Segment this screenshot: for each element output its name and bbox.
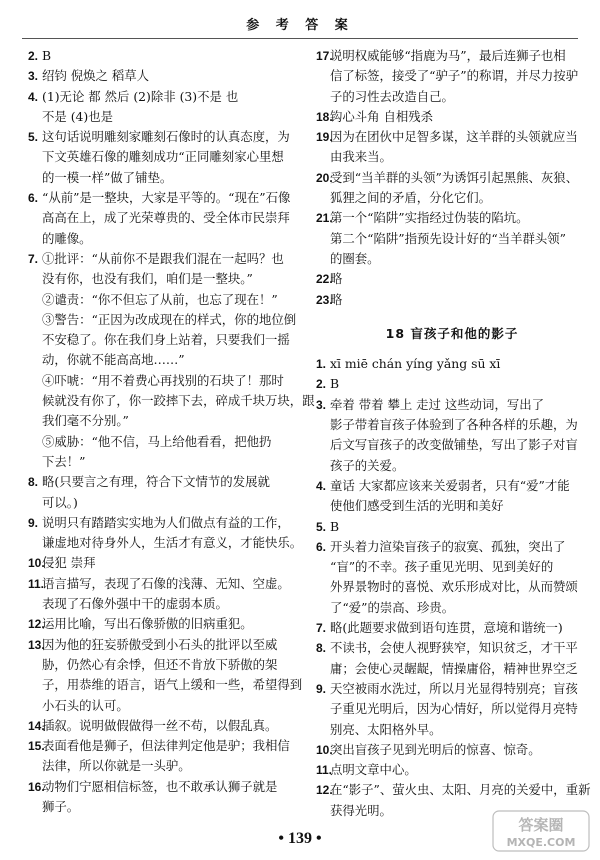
answer-text-line: “从前”是一整块，大家是平等的。“现在”石像 <box>42 190 291 206</box>
answer-text-line: 第一个“陷阱”实指经过伪装的陷坑。 <box>330 210 529 226</box>
answer-text-line: 的雕像。 <box>42 230 92 246</box>
answer-number: 5. <box>316 519 327 534</box>
page-header <box>0 0 600 40</box>
right-column <box>316 46 591 821</box>
answer-text-line: 略 <box>330 291 343 307</box>
answer-item <box>28 188 300 249</box>
answer-number: 9. <box>28 515 39 530</box>
answer-item <box>316 269 588 289</box>
answer-number: 7. <box>28 251 39 266</box>
answer-text-line: 庸；会使心灵龌龊，情操庸俗，精神世界空乏 <box>330 660 578 676</box>
answer-text-line: 我们毫不分别。” <box>42 413 129 429</box>
answer-text-line: 略(只要言之有理，符合下文情节的发展就 <box>42 474 270 490</box>
answer-number: 19. <box>316 130 333 145</box>
answer-item <box>316 740 588 760</box>
answer-text-line: 因为他的狂妄骄傲受到小石头的批评以至威 <box>42 636 278 652</box>
answer-text-line: 说明只有踏踏实实地为人们做点有益的工作， <box>42 514 290 530</box>
answer-item <box>316 127 588 168</box>
answer-text-line: 获得光明。 <box>330 802 392 818</box>
answer-text-line: 不安稳了。你在我们身上站着，只要我们一摇 <box>42 332 290 348</box>
answer-text-line: 法律，所以你就是一头驴。 <box>42 758 191 774</box>
answer-text-line: 后文写盲孩子的改变做铺垫，写出了影子对盲 <box>330 437 578 453</box>
answer-item <box>28 87 300 128</box>
answer-number: 14. <box>28 718 45 733</box>
answer-text-line: 了“爱”的崇高、珍贵。 <box>330 599 455 615</box>
answer-number: 18. <box>316 109 333 124</box>
answer-item <box>316 46 588 107</box>
answer-number: 9. <box>316 681 327 696</box>
answer-item <box>316 107 588 127</box>
answer-text-line: 牵着 带着 攀上 走过 这些动词，写出了 <box>330 396 545 412</box>
answer-item <box>316 638 588 679</box>
answer-number: 8. <box>316 641 327 656</box>
answer-text-line: 影子带着盲孩子体验到了各种各样的乐趣，为 <box>330 417 578 433</box>
answer-item <box>28 249 315 472</box>
answer-text-line: 略(此题要求做到语句连贯，意境和谐统一) <box>330 620 563 636</box>
answer-text-line: 候就没有你了，你一跤摔下去，碎成千块万块，跟 <box>42 393 315 409</box>
header-rule <box>22 38 578 39</box>
answer-text-line: 外界景物时的喜悦、欢乐形成对比，从而赞颂 <box>330 579 578 595</box>
answer-item <box>28 46 300 66</box>
answer-text-line: B <box>330 518 340 534</box>
answer-text-line: 童话 大家都应该来关爱弱者，只有“爱”才能 <box>330 477 570 493</box>
answer-item <box>316 618 588 638</box>
answer-item <box>28 635 303 716</box>
answer-text-line: (1)无论 都 然后 (2)除非 (3)不是 也 <box>42 88 239 104</box>
answer-text-line: 语言描写，表现了石像的浅薄、无知、空虚。 <box>42 575 290 591</box>
answer-text-line: 第二个“陷阱”指预先设计好的“当羊群头领” <box>330 230 566 246</box>
answer-item <box>28 472 300 513</box>
answer-text-line: 下去！” <box>42 453 86 469</box>
answer-text-line: 信了标签，接受了“驴子”的称谓，并尽力按驴 <box>330 68 579 84</box>
answer-number: 7. <box>316 621 327 636</box>
answer-text-line: 不是 (4)也是 <box>42 108 114 124</box>
answer-text-line: “盲”的不幸。孩子重见光明、见到美好的 <box>330 559 554 575</box>
answer-number: 4. <box>28 89 39 104</box>
answer-text-line: 在“影子”、萤火虫、太阳、月亮的关爱中，重新 <box>330 782 591 798</box>
section-title: 18 盲孩子和他的影子 <box>385 325 519 341</box>
answer-text-line: ②谴责：“你不但忘了从前，也忘了现在！” <box>42 291 278 307</box>
answer-number: 4. <box>316 478 327 493</box>
answer-text-line: 小石头的认可。 <box>42 697 129 713</box>
answer-text-line: 别亮、太阳格外早。 <box>330 721 442 737</box>
answer-text-line: 因为在团伙中足智多谋，这羊群的头领就应当 <box>330 129 578 145</box>
answer-number: 6. <box>28 191 39 206</box>
answer-text-line: B <box>42 48 52 63</box>
answer-item <box>28 736 300 777</box>
answer-number: 3. <box>316 397 327 412</box>
answer-number: 1. <box>316 357 327 372</box>
answer-number: 13. <box>28 637 45 652</box>
answer-text-line: 表面看他是狮子，但法律判定他是驴；我相信 <box>42 738 290 754</box>
answer-text-line: 动，你就不能高高地……” <box>42 352 185 368</box>
answer-text-line: 插叙。说明做假做得一丝不苟，以假乱真。 <box>42 717 278 733</box>
answer-text-line: 侵犯 崇拜 <box>42 555 96 571</box>
answer-item <box>28 574 300 615</box>
answer-item <box>316 354 588 374</box>
answer-text-line: ⑤威胁：“他不信，马上给他看看，把他扔 <box>42 433 272 449</box>
answer-text-line: 下文英雄石像的雕刻成功“正同雕刻家心里想 <box>42 149 284 165</box>
watermark-logo <box>492 810 590 852</box>
answer-number: 15. <box>28 739 45 754</box>
page-number: • 139 • <box>278 830 322 847</box>
answer-item <box>316 679 588 740</box>
answer-text-line: 表现了石像外强中干的虚弱本质。 <box>42 596 228 612</box>
answer-text-line: 略 <box>330 271 343 287</box>
answer-item <box>28 127 300 188</box>
answer-text-line: 子的习性去改造自己。 <box>330 88 454 104</box>
answer-item <box>28 614 300 634</box>
answer-number: 22. <box>316 272 333 287</box>
answer-item <box>316 290 588 310</box>
answer-text-line: 高高在上，成了光荣尊贵的、受全体市民崇拜 <box>42 210 290 226</box>
answer-item <box>28 553 300 573</box>
answer-number: 10. <box>316 742 333 757</box>
answer-item <box>316 537 588 618</box>
answer-text-line: 的圈套。 <box>330 250 380 266</box>
answer-text-line: 不读书，会使人视野狭窄，知识贫乏，才干平 <box>330 640 578 656</box>
answer-text-line: B <box>330 376 340 392</box>
answer-item <box>28 513 303 554</box>
answer-text-line: 开头着力渲染盲孩子的寂寞、孤独，突出了 <box>330 538 566 554</box>
answer-item <box>316 374 588 394</box>
answer-text-line: 受到“当羊群的头领”为诱饵引起黑熊、灰狼、 <box>330 169 579 185</box>
answer-text-line: 狐狸之间的矛盾，分化它们。 <box>330 190 492 206</box>
answer-number: 16. <box>28 779 45 794</box>
answer-text-line: ①批评：“从前你不是跟我们混在一起吗？也 <box>42 250 284 266</box>
answer-item <box>316 760 588 780</box>
answer-text-line: 点明文章中心。 <box>330 762 417 778</box>
answer-number: 6. <box>316 539 327 554</box>
answer-number: 10. <box>28 556 45 571</box>
left-column <box>28 46 315 817</box>
answer-text-line: 绍钧 倪焕之 稻草人 <box>42 68 150 84</box>
answer-number: 8. <box>28 475 39 490</box>
answer-text-line: 这句话说明雕刻家雕刻石像时的认真态度，为 <box>42 129 290 145</box>
answer-text-line: 突出盲孩子见到光明后的惊喜、惊奇。 <box>330 741 541 757</box>
answer-text-line: 钩心斗角 自相残杀 <box>330 108 434 124</box>
answer-item <box>316 208 588 269</box>
answer-text-line: 谦虚地对待身外人，生活才有意义，才能快乐。 <box>42 535 303 551</box>
answer-text-line: 狮子。 <box>42 798 80 814</box>
right-answers-list <box>316 46 588 310</box>
answer-number: 2. <box>28 49 39 63</box>
answer-number: 12. <box>316 783 333 798</box>
answer-number: 3. <box>28 69 39 84</box>
answer-text-line: 使他们感受到生活的光明和美好 <box>330 498 504 514</box>
answer-item <box>316 168 588 209</box>
answer-text-line: 动物们宁愿相信标签，也不敢承认狮子就是 <box>42 778 278 794</box>
answer-number: 11. <box>316 763 333 778</box>
answer-text-line: 子，用恭维的语言，语气上缓和一些，希望得到 <box>42 677 303 693</box>
svg-text:MXQE.COM: MXQE.COM <box>506 836 576 849</box>
answer-text-line: 的一模一样”做了铺垫。 <box>42 169 173 185</box>
answer-text-line: ④吓唬：“用不着费心再找别的石块了！那时 <box>42 372 284 388</box>
answer-number: 20. <box>316 170 333 185</box>
answer-number: 23. <box>316 292 333 307</box>
answer-number: 21. <box>316 211 333 226</box>
answer-text-line: ③警告：“正因为改成现在的样式，你的地位倒 <box>42 311 297 327</box>
answer-text-line: 说明权威能够“指鹿为马”，最后连狮子也相 <box>330 48 566 63</box>
answer-text-line: 天空被雨水洗过，所以月光显得特别亮；盲孩 <box>330 680 578 696</box>
answer-item <box>316 517 588 537</box>
answer-text-line: xī miē chán yíng yǎng sū xī <box>330 356 501 372</box>
header-title: 参 考 答 案 <box>246 18 354 33</box>
answer-number: 12. <box>28 617 45 632</box>
answer-text-line: 孩子的关爱。 <box>330 457 405 473</box>
answer-number: 17. <box>316 49 333 63</box>
answer-item <box>316 395 588 476</box>
section-answers-list <box>316 354 591 821</box>
answer-item <box>28 66 300 86</box>
svg-text:答案圈: 答案圈 <box>518 816 564 834</box>
answer-text-line: 胁，仍然心有余悸，但还不肯放下骄傲的架 <box>42 656 278 672</box>
answer-number: 5. <box>28 130 39 145</box>
answer-text-line: 子重见光明后，因为心情好，所以觉得月亮特 <box>330 701 578 717</box>
answer-item <box>28 716 300 736</box>
answer-number: 11. <box>28 576 45 591</box>
answer-text-line: 运用比喻，写出石像骄傲的旧病重犯。 <box>42 616 253 632</box>
answer-item <box>316 476 588 517</box>
answer-item <box>28 777 300 818</box>
answer-number: 2. <box>316 377 327 392</box>
answer-text-line: 没有你，也没有我们，咱们是一整块。” <box>42 271 253 287</box>
answer-text-line: 由我来当。 <box>330 149 392 165</box>
answer-text-line: 可以。) <box>42 494 78 510</box>
